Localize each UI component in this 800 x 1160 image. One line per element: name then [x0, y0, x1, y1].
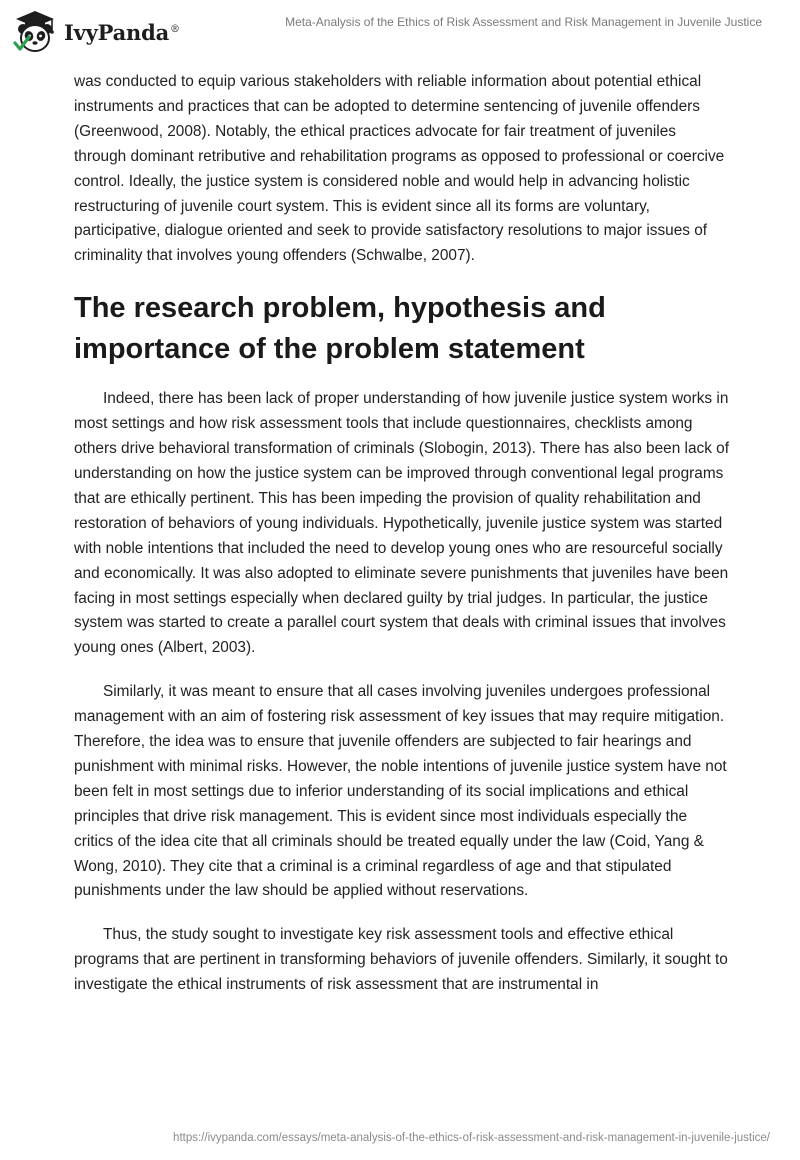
- body-paragraph: Indeed, there has been lack of proper understanding of how juvenile justice system works in most settings and how risk assessment tools that include questionnaires, checklists among others drive behavioral transformation of criminals (Slobogin, 2013). There has also been lack of understanding on how the justice system can be improved through conventional legal programs that are ethically pertinent. This has been impeding the provision of quality rehabilitation and restoration of behaviors of young individuals. Hypothetically, juvenile justice system was started with noble intentions that included the need to develop young ones who are resourceful socially and economically. It was also adopted to eliminate severe punishments that juveniles have been facing in most settings especially when declared guilty by trial judges. In particular, the justice system was started to create a parallel court system that deals with criminal issues that involves young ones (Albert, 2003).: [74, 390, 730, 657]
- body-paragraph: Thus, the study sought to investigate key risk assessment tools and effective ethical programs that are pertinent in transforming behaviors of juvenile offenders. Similarly, it sought to investigate the ethical instruments of risk assessment that are instrumental in: [74, 926, 728, 994]
- ivypanda-logo[interactable]: [12, 8, 180, 56]
- source-url[interactable]: https://ivypanda.com/essays/meta-analysis-of-the-ethics-of-risk-assessment-and-risk-management-in-juvenile-justice/: [173, 1132, 770, 1144]
- body-paragraph: Similarly, it was meant to ensure that all cases involving juveniles undergoes professional management with an aim of fostering risk assessment of key issues that may require mitigation. Therefore, the idea was to ensure that juvenile offenders are subjected to fair hearings and punishment with minimal risks. However, the noble intentions of juvenile justice system have not been felt in most settings due to inferior understanding of its social implications and ethical principles that drive risk management. This is evident since most individuals especially the critics of the idea cite that all criminals should be treated equally under the law (Coid, Yang & Wong, 2010). They cite that a criminal is a criminal regardless of age and that stipulated punishments under the law should be applied without reservations.: [74, 683, 727, 900]
- logo-wordmark: IvyPanda®: [64, 19, 180, 45]
- page-header: [0, 0, 800, 60]
- panda-graduate-icon: [12, 9, 58, 55]
- section-heading: The research problem, hypothesis and importance of the problem statement: [74, 292, 606, 366]
- running-title: Meta-Analysis of the Ethics of Risk Assessment and Risk Management in Juvenile Justice: [285, 15, 762, 29]
- intro-paragraph: was conducted to equip various stakeholders with reliable information about potential ethical instruments and practices that can be adopted to determine sentencing of juvenile offenders (Greenwood, 2008). Notably, the ethical practices advocate for fair treatment of juveniles through dominant retributive and rehabilitation programs as opposed to professional or coercive control. Ideally, the justice system is considered noble and would help in advancing holistic restructuring of juvenile court system. This is evident since all its forms are voluntary, participative, dialogue oriented and seek to provide satisfactory resolutions to major issues of criminality that involves young offenders (Schwalbe, 2007).: [74, 73, 725, 265]
- essay-content: [74, 70, 730, 1017]
- registered-mark: ®: [170, 23, 180, 35]
